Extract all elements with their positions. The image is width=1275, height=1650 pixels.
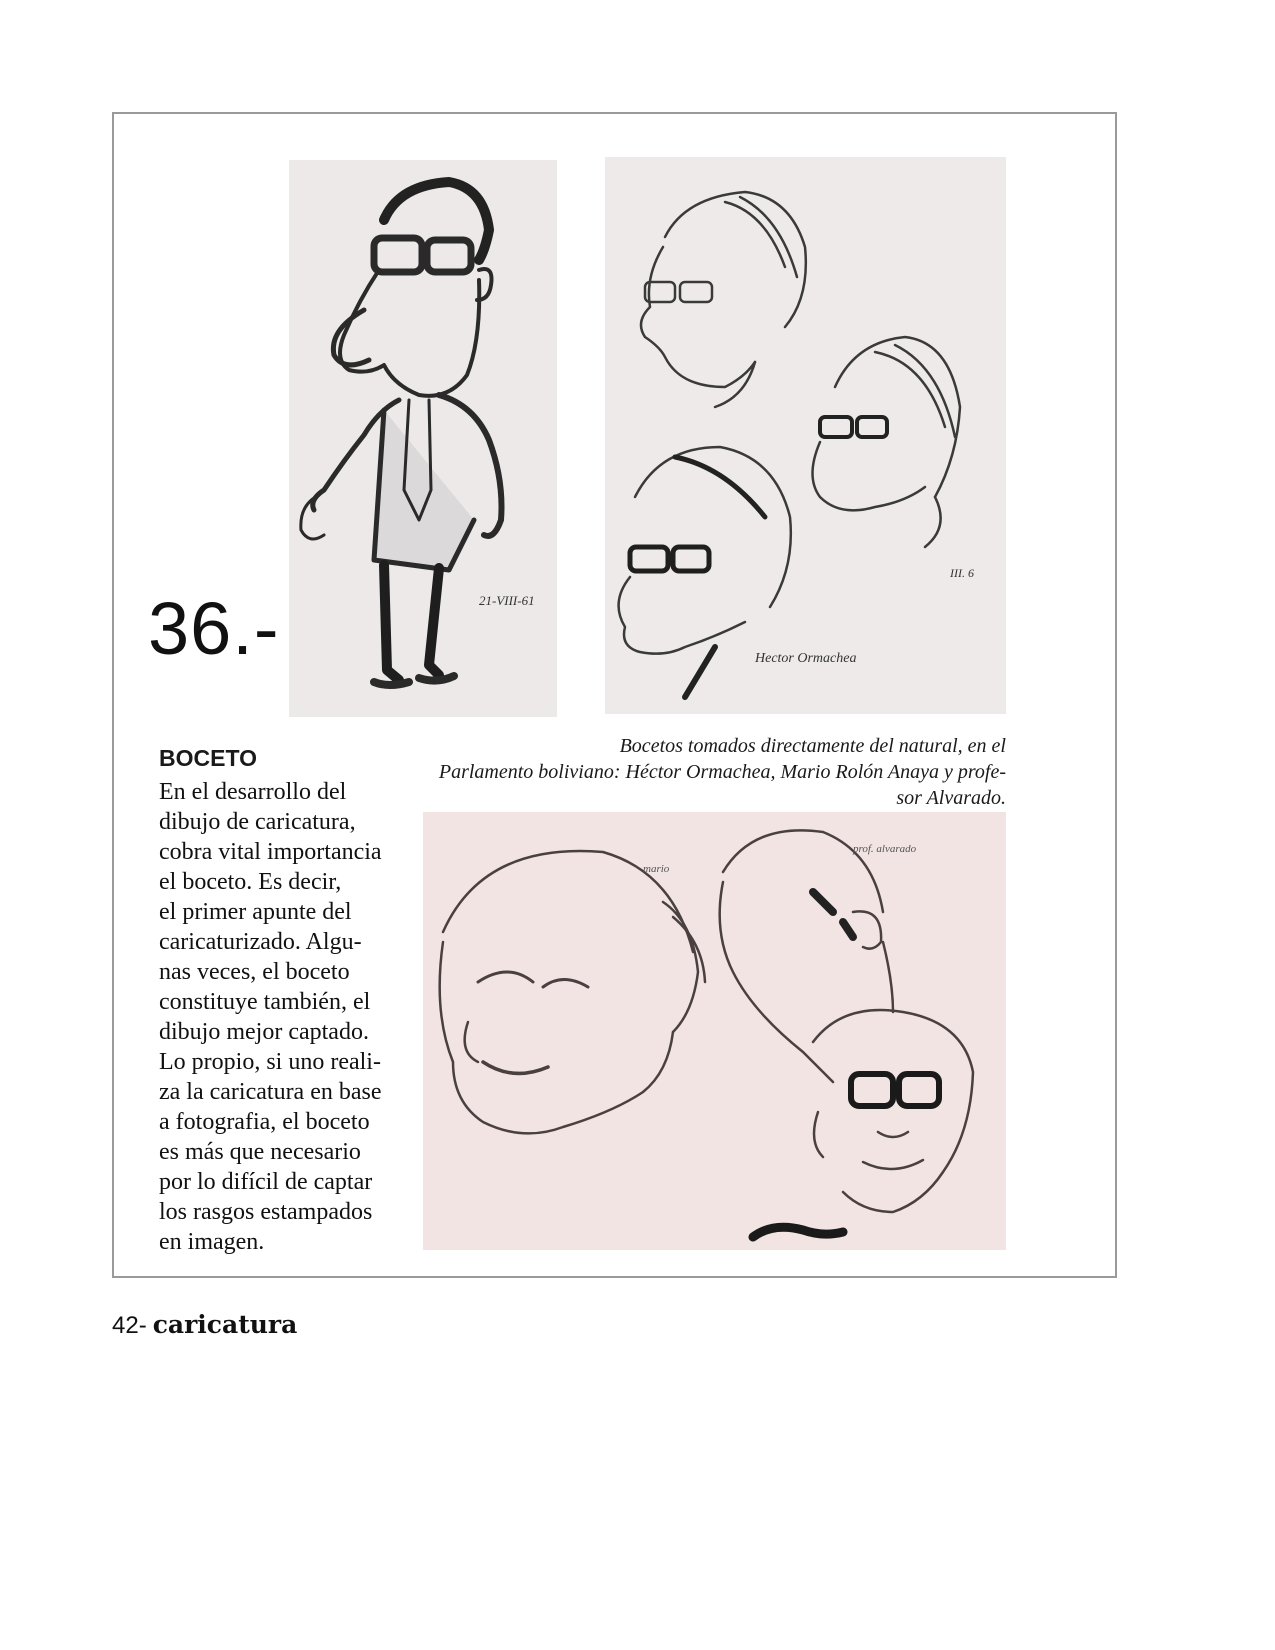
sidebar-body — [159, 777, 399, 1257]
caption-line: Bocetos tomados directamente del natural, en el — [619, 735, 1006, 757]
sidebar-line: En el desarrollo del — [159, 779, 347, 805]
bottom-sketch-label-left: mario — [643, 863, 670, 875]
right-sketch-side-signature: III. 6 — [950, 566, 974, 580]
bottom-sketch-label-right: prof. alvarado — [853, 843, 917, 855]
sketch-two-profiles — [423, 812, 1006, 1250]
sidebar-line: los rasgos estampados — [159, 1199, 373, 1225]
sidebar-title: BOCETO — [159, 745, 257, 771]
sidebar-line: en imagen. — [159, 1229, 265, 1255]
sidebar-line: caricaturizado. Algu- — [159, 929, 362, 955]
sidebar-line: el primer apunte del — [159, 899, 352, 925]
plate-number: 36.- — [148, 587, 280, 670]
sidebar-line: dibujo mejor captado. — [159, 1019, 369, 1045]
sidebar-line: el boceto. Es decir, — [159, 869, 342, 895]
sidebar-line: nas veces, el boceto — [159, 959, 350, 985]
section-title: caricatura — [152, 1310, 298, 1339]
sidebar-line: por lo difícil de captar — [159, 1169, 373, 1195]
left-sketch-signature: 21-VIII-61 — [479, 593, 535, 608]
sidebar-line: Lo propio, si uno reali- — [159, 1049, 381, 1075]
page-footer — [112, 1310, 297, 1341]
sidebar-line: es más que necesario — [159, 1139, 361, 1165]
figure-caption — [400, 733, 1006, 811]
sketch-three-heads — [605, 157, 1006, 714]
sidebar-line: constituye también, el — [159, 989, 371, 1015]
sidebar-line: dibujo de caricatura, — [159, 809, 356, 835]
right-sketch-signature: Hector Ormachea — [755, 651, 857, 666]
page-number: 42- — [112, 1312, 147, 1339]
caption-line: Parlamento boliviano: Héctor Ormachea, Mario Rolón Anaya y profe- — [438, 761, 1006, 783]
sidebar-line: za la caricatura en base — [159, 1079, 382, 1105]
sidebar-line: a fotografia, el boceto — [159, 1109, 370, 1135]
sketch-full-body-caricature — [289, 160, 557, 717]
caption-line: sor Alvarado. — [896, 787, 1006, 809]
sidebar-line: cobra vital importancia — [159, 839, 382, 865]
